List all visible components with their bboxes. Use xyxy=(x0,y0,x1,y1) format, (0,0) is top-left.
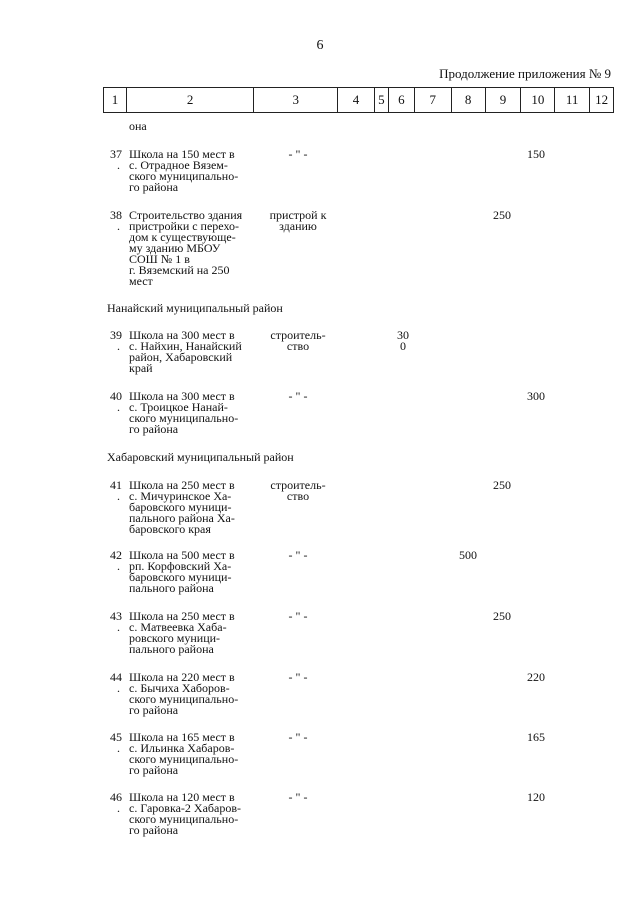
row-value: 250 xyxy=(493,478,511,492)
row-name-line: Школа на 220 мест в xyxy=(129,670,235,684)
section-title-khabarovsk: Хабаровский муниципальный район xyxy=(107,450,294,464)
row-type-line: - " - xyxy=(288,389,308,403)
row-name-line: г. Вяземский на 250 xyxy=(129,263,230,277)
row-name-line: Школа на 500 мест в xyxy=(129,548,235,562)
row-value: 500 xyxy=(459,548,477,562)
row-type-line: - " - xyxy=(288,147,308,161)
row-name-line: ского муниципально- xyxy=(129,692,239,706)
row-number: 42 xyxy=(110,548,122,562)
row-name-line: ского муниципально- xyxy=(129,169,239,183)
row-name-line: ского муниципально- xyxy=(129,752,239,766)
row-name-line: Школа на 165 мест в xyxy=(129,730,235,744)
table-header xyxy=(103,87,614,113)
row-name-line: Школа на 150 мест в xyxy=(129,147,235,161)
row-number-dot: . xyxy=(117,339,120,353)
row-value: 120 xyxy=(527,790,545,804)
header-col-1: 1 xyxy=(104,88,127,112)
row-value: 300 xyxy=(527,389,545,403)
row-name-line: с. Троицкое Нанай- xyxy=(129,400,228,414)
header-col-2: 2 xyxy=(127,88,254,112)
row-number: 46 xyxy=(110,790,122,804)
row-number: 40 xyxy=(110,389,122,403)
header-col-4: 4 xyxy=(338,88,375,112)
row-type-line: пристрой к xyxy=(269,208,327,222)
row-name-line: Школа на 300 мест в xyxy=(129,328,235,342)
row-name-line: баровского края xyxy=(129,522,211,536)
row-value: 220 xyxy=(527,670,545,684)
row-name-line: Строительство здания xyxy=(129,208,243,222)
row-type-line: ство xyxy=(286,489,310,503)
row-type-line: ство xyxy=(286,339,310,353)
row-number-dot: . xyxy=(117,489,120,503)
carryover-text: она xyxy=(129,119,147,133)
row-name-line: Школа на 300 мест в xyxy=(129,389,235,403)
row-name-line: Школа на 120 мест в xyxy=(129,790,235,804)
row-number-dot: . xyxy=(117,741,120,755)
row-number-dot: . xyxy=(117,219,120,233)
row-name-line: ского муниципально- xyxy=(129,411,239,425)
row-name-line: пристройки с перехо- xyxy=(129,219,240,233)
header-col-5: 5 xyxy=(375,88,389,112)
row-name-line: го района xyxy=(129,422,179,436)
row-name-line: пального района Ха- xyxy=(129,511,235,525)
header-col-10: 10 xyxy=(521,88,555,112)
row-name-line: го района xyxy=(129,823,179,837)
continuation-note: Продолжение приложения № 9 xyxy=(439,66,611,81)
header-col-12: 12 xyxy=(595,92,609,107)
header-col-9: 9 xyxy=(486,88,522,112)
row-name-line: с. Найхин, Нанайский xyxy=(129,339,242,353)
row-number-dot: . xyxy=(117,158,120,172)
row-name-line: Школа на 250 мест в xyxy=(129,609,235,623)
row-value: 150 xyxy=(527,147,545,161)
row-value: 250 xyxy=(493,609,511,623)
row-number-dot: . xyxy=(117,400,120,414)
row-number-dot: . xyxy=(117,801,120,815)
row-number: 38 xyxy=(110,208,122,222)
page-number: 6 xyxy=(316,38,324,53)
row-name-line: с. Гаровка-2 Хабаров- xyxy=(129,801,242,815)
row-type-line: - " - xyxy=(288,548,308,562)
row-number: 44 xyxy=(110,670,122,684)
row-type-line: строитель- xyxy=(270,328,326,342)
row-number: 37 xyxy=(110,147,122,161)
row-name-line: ровского муници- xyxy=(129,631,221,645)
row-type-line: строитель- xyxy=(270,478,326,492)
row-type-line: - " - xyxy=(288,609,308,623)
row-name-line: го района xyxy=(129,703,179,717)
row-name-line: Школа на 250 мест в xyxy=(129,478,235,492)
row-number-dot: . xyxy=(117,681,120,695)
row-name-line: с. Мичуринское Ха- xyxy=(129,489,232,503)
row-value-line: 0 xyxy=(400,339,406,353)
row-name-line: го района xyxy=(129,180,179,194)
row-type-line: - " - xyxy=(288,730,308,744)
row-name-line: рп. Корфовский Ха- xyxy=(129,559,232,573)
row-name-line: баровского муници- xyxy=(129,500,232,514)
row-number: 43 xyxy=(110,609,122,623)
row-name-line: пального района xyxy=(129,642,214,656)
row-name-line: с. Ильинка Хабаров- xyxy=(129,741,235,755)
row-name-line: с. Матвеевка Хаба- xyxy=(129,620,227,634)
row-name-line: го района xyxy=(129,763,179,777)
header-col-11: 11 xyxy=(555,88,590,112)
row-name-line: с. Бычиха Хаборов- xyxy=(129,681,230,695)
row-number: 39 xyxy=(110,328,122,342)
row-number: 41 xyxy=(110,478,122,492)
row-type-line: - " - xyxy=(288,670,308,684)
row-name-line: му зданию МБОУ xyxy=(129,241,221,255)
row-number-dot: . xyxy=(117,620,120,634)
row-value: 165 xyxy=(527,730,545,744)
header-col-6: 6 xyxy=(389,88,415,112)
row-type-line: зданию xyxy=(279,219,317,233)
header-col-8: 8 xyxy=(452,88,486,112)
row-name-line: мест xyxy=(129,274,153,288)
row-name-line: дом к существующе- xyxy=(129,230,236,244)
row-type-line: - " - xyxy=(288,790,308,804)
section-title-nanai: Нанайский муниципальный район xyxy=(107,301,283,315)
row-name-line: пального района xyxy=(129,581,214,595)
row-name-line: баровского муници- xyxy=(129,570,232,584)
row-name-line: край xyxy=(129,361,153,375)
row-name-line: ского муниципально- xyxy=(129,812,239,826)
row-value-line: 30 xyxy=(397,328,409,342)
row-number-dot: . xyxy=(117,559,120,573)
row-name-line: район, Хабаровский xyxy=(129,350,233,364)
header-col-3: 3 xyxy=(254,88,338,112)
row-name-line: СОШ № 1 в xyxy=(129,252,190,266)
row-number: 45 xyxy=(110,730,122,744)
row-name-line: с. Отрадное Вязем- xyxy=(129,158,228,172)
header-col-7: 7 xyxy=(415,88,452,112)
row-value: 250 xyxy=(493,208,511,222)
